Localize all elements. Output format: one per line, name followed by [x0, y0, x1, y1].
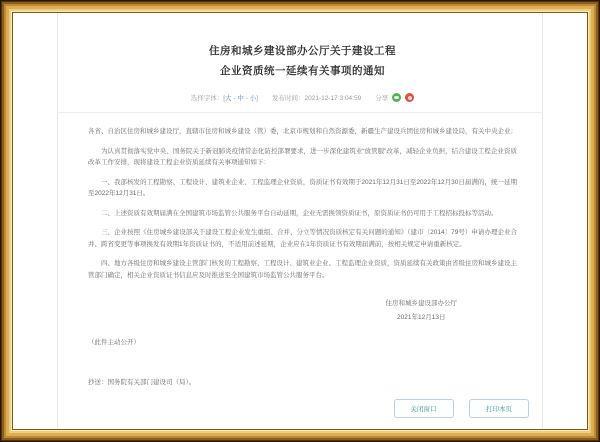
intro-paragraph: 为认真贯彻落实党中央、国务院关于新冠肺炎疫情常态化防控部署要求，进一步深化建筑业“放管服”改革，减轻企业负担，结合建设工程企业资质改革工作安排，现将建设工程企业资质延续有关事项通知如下： — [88, 147, 517, 166]
signature-org: 住房和城乡建设部办公厅 — [385, 300, 457, 307]
font-select-label: 选择字体： — [190, 95, 224, 102]
publish-time-label: 发布时间： — [271, 95, 305, 102]
item-1-paragraph: 一、我部核发的工程勘察、工程设计、建筑业企业、工程监理企业资质，资质证书有效期于2021年12月31日至2022年12月30日届满的，统一延期至2022年12月31日。 — [88, 178, 517, 197]
bracket-open: [ — [223, 95, 226, 102]
item-2-paragraph: 二、上述资质有效期届满在全国建筑市场监管公共服务平台自动延期，企业无需换领资质证书，原资质证书仍可用于工程招标投标等活动。 — [101, 209, 498, 217]
bottom-button-row — [383, 398, 529, 418]
notice-body — [88, 126, 517, 388]
dash-separator: - — [231, 95, 238, 102]
print-page-button[interactable]: 打印本页 — [469, 399, 529, 418]
signature-date: 2021年12月13日 — [397, 314, 446, 321]
disclosure-note: （此件主动公开） — [88, 339, 140, 346]
document-page — [57, 13, 543, 429]
weibo-share-icon[interactable] — [405, 93, 414, 102]
close-window-button[interactable]: 关闭窗口 — [394, 399, 454, 418]
cc-line: 抄送：国务院有关部门建设司（局）。 — [88, 378, 196, 386]
font-size-medium-link[interactable]: 中 — [237, 95, 244, 102]
item-4-paragraph: 四、地方各级住房和城乡建设主管部门核发的工程勘察、工程设计、建筑业企业、工程监理企业资质，资质延续有关政策由省级住房和城乡建设主管部门确定，相关企业资质证书信息应及时推送至全国建筑市场监管公共服务平台。 — [88, 260, 517, 279]
font-size-small-link[interactable]: 小 — [249, 95, 257, 102]
bracket-close: ] — [256, 95, 258, 102]
notice-title — [88, 41, 517, 81]
wechat-share-icon[interactable] — [392, 93, 401, 102]
font-size-large-link[interactable]: 大 — [225, 95, 232, 102]
share-label: 分享 — [375, 95, 389, 102]
meta-bar — [88, 93, 517, 102]
meta-divider — [58, 112, 542, 113]
notice-title-line1: 住房和城乡建设部办公厅关于建设工程 — [209, 45, 396, 57]
signature-block — [88, 297, 517, 325]
item-3-paragraph: 三、企业按照《住房城乡建设部关于建设工程企业发生重组、合并、分立等情况资质核定有关问题的通知》（建市〔2014〕79号）申请办理企业合并、跨省变更等事项换发有效期1年资质证书的，不适用前述延期，企业应在1年资质证书有效期届满前，按相关规定申请重新核定。 — [88, 229, 517, 248]
dash-separator: - — [243, 95, 250, 102]
notice-title-line2: 企业资质统一延续有关事项的通知 — [220, 65, 385, 77]
salutation-paragraph: 各省、自治区住房和城乡建设厅，直辖市住房和城乡建设（管）委，北京市规划和自然资源委，新疆生产建设兵团住房和城乡建设局，有关中央企业： — [88, 128, 517, 135]
publish-time-value: 2021-12-17 3:04:59 — [304, 95, 362, 102]
